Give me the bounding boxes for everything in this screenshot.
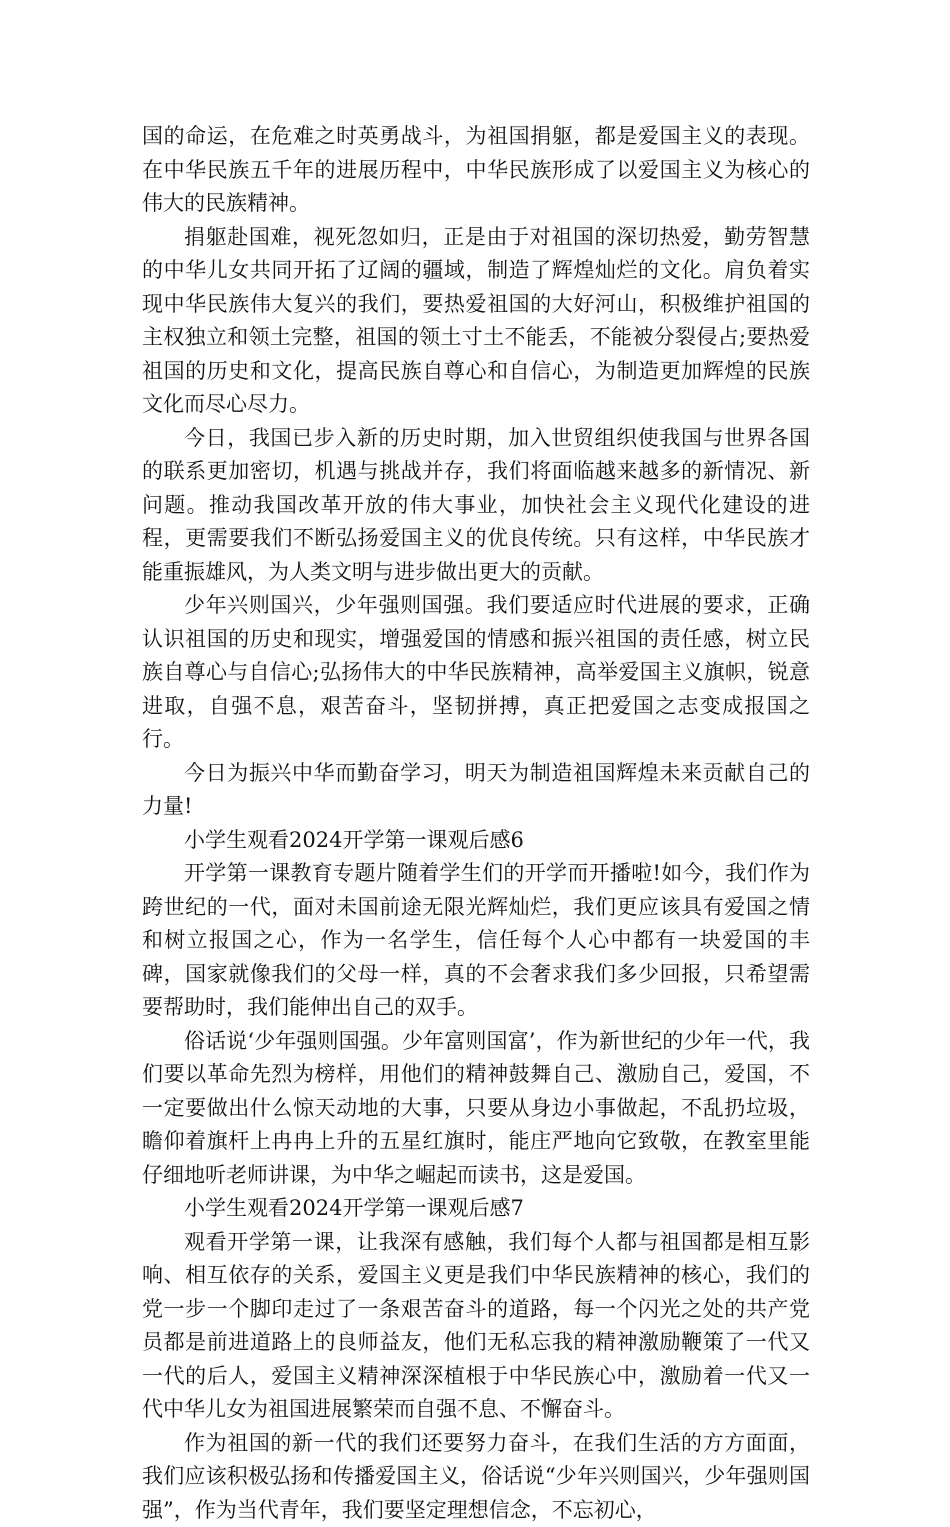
paragraph-10: 观看开学第一课，让我深有感触，我们每个人都与祖国都是相互影响、相互依存的关系，爱国主义更是我们中华民族精神的核心，我们的党一步一个脚印走过了一条艰苦奋斗的道路，每一个闪光之处的共产党员都是前进道路上的良师益友，他们无私忘我的精神激励鞭策了一代又一代的后人，爱国主义精神深深植根于中华民族心中，激励着一代又一代中华儿女为祖国进展繁荣而自强不息、不懈奋斗。 [142,1226,810,1427]
paragraph-7: 开学第一课教育专题片随着学生们的开学而开播啦!如今，我们作为跨世纪的一代，面对未国前途无限光辉灿烂，我们更应该具有爱国之情和树立报国之心，作为一名学生，信任每个人心中都有一块爱国的丰碑，国家就像我们的父母一样，真的不会奢求我们多少回报，只希望需要帮助时，我们能伸出自己的双手。 [142,857,810,1025]
paragraph-3: 今日，我国已步入新的历史时期，加入世贸组织使我国与世界各国的联系更加密切，机遇与挑战并存，我们将面临越来越多的新情况、新问题。推动我国改革开放的伟大事业，加快社会主义现代化建设的进程，更需要我们不断弘扬爱国主义的优良传统。只有这样，中华民族才能重振雄风，为人类文明与进步做出更大的贡献。 [142,422,810,590]
paragraph-4: 少年兴则国兴，少年强则国强。我们要适应时代进展的要求，正确认识祖国的历史和现实，增强爱国的情感和振兴祖国的责任感，树立民族自尊心与自信心;弘扬伟大的中华民族精神，高举爱国主义旗帜，锐意进取，自强不息，艰苦奋斗，坚韧拼搏，真正把爱国之志变成报国之行。 [142,589,810,757]
paragraph-11: 作为祖国的新一代的我们还要努力奋斗，在我们生活的方方面面，我们应该积极弘扬和传播爱国主义，俗话说“少年兴则国兴，少年强则国强”，作为当代青年，我们要坚定理想信念，不忘初心， [142,1427,810,1527]
paragraph-2: 捐躯赴国难，视死忽如归，正是由于对祖国的深切热爱，勤劳智慧的中华儿女共同开拓了辽阔的疆域，制造了辉煌灿烂的文化。肩负着实现中华民族伟大复兴的我们，要热爱祖国的大好河山，积极维护祖国的主权独立和领土完整，祖国的领土寸土不能丢，不能被分裂侵占;要热爱祖国的历史和文化，提高民族自尊心和自信心，为制造更加辉煌的民族文化而尽心尽力。 [142,221,810,422]
document-body [142,120,810,1527]
paragraph-5: 今日为振兴中华而勤奋学习，明天为制造祖国辉煌未来贡献自己的力量! [142,757,810,824]
section-heading-7: 小学生观看2024开学第一课观后感7 [142,1192,810,1226]
paragraph-8: 俗话说‘少年强则国强。少年富则国富’，作为新世纪的少年一代，我们要以革命先烈为榜样，用他们的精神鼓舞自己、激励自己，爱国，不一定要做出什么惊天动地的大事，只要从身边小事做起，不乱扔垃圾，瞻仰着旗杆上冉冉上升的五星红旗时，能庄严地向它致敬，在教室里能仔细地听老师讲课，为中华之崛起而读书，这是爱国。 [142,1025,810,1193]
paragraph-1: 国的命运，在危难之时英勇战斗，为祖国捐躯，都是爱国主义的表现。在中华民族五千年的进展历程中，中华民族形成了以爱国主义为核心的伟大的民族精神。 [142,120,810,221]
section-heading-6: 小学生观看2024开学第一课观后感6 [142,824,810,858]
